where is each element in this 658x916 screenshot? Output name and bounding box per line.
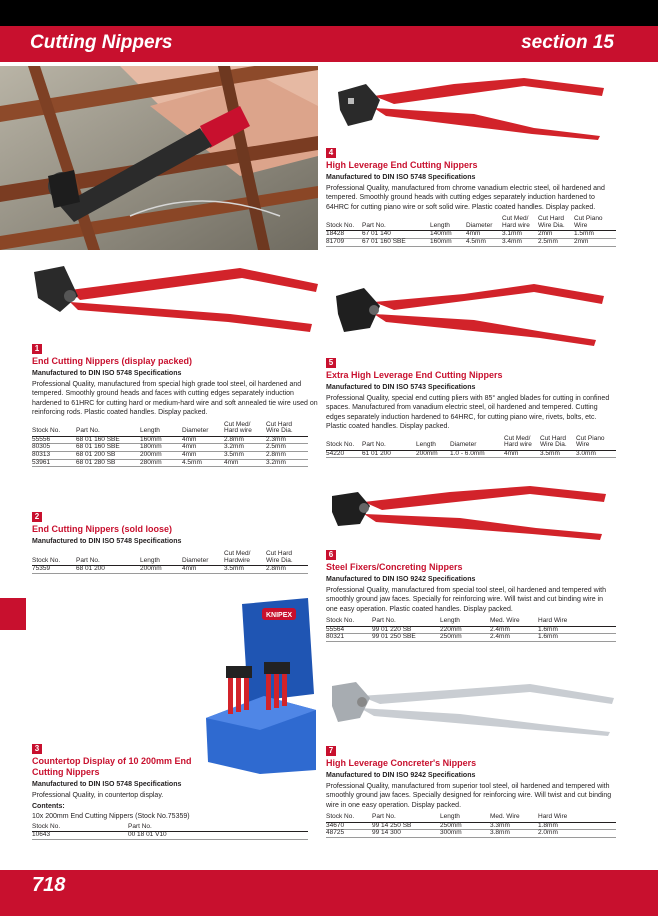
product-6	[326, 544, 616, 642]
cell: 2.3mm	[266, 436, 308, 444]
col-cut-hard: Cut Hard Wire Dia.	[540, 436, 576, 451]
product-1-image	[30, 262, 320, 334]
col-cut-hard: Cut Hard Wire Dia.	[538, 216, 574, 231]
cell: 2mm	[538, 231, 574, 239]
cell: 80313	[32, 452, 76, 460]
cell: 4mm	[182, 444, 224, 452]
col-stock: Stock No.	[326, 436, 362, 451]
product-4-spec-table	[326, 216, 616, 246]
col-length: Length	[430, 216, 466, 231]
page-number: 718	[32, 874, 66, 896]
col-hard-wire: Hard Wire	[538, 814, 616, 822]
cell: 3.4mm	[502, 239, 538, 247]
product-3-description: Professional Quality, in countertop display.	[32, 792, 164, 799]
cell: 4mm	[182, 566, 224, 574]
cell: 1.0 - 6.0mm	[450, 450, 504, 458]
cell: 3.3mm	[490, 822, 538, 830]
col-cut-med: Cut Med/ Hardwire	[224, 551, 266, 566]
cell: 68 01 160 SBE	[76, 436, 140, 444]
product-6-description: Professional Quality, manufactured from special tool steel, oil hardened and tempered with smoothly ground jaw faces. Specially for reinforcing wire. Will twist and cut binding wire in one easy operation. Plastic coated handles. Display packed.	[326, 587, 607, 613]
col-length: Length	[140, 551, 182, 566]
table-row	[326, 830, 616, 838]
product-3-number: 3	[32, 744, 42, 754]
product-5-spec-table	[326, 436, 616, 459]
col-part: Part No.	[128, 824, 308, 832]
col-stock: Stock No.	[32, 551, 76, 566]
product-6-spec-table	[326, 618, 616, 642]
cell: 220mm	[440, 626, 490, 634]
product-7-description: Professional Quality, manufactured from superior tool steel, oil hardened and tempered with smoothly ground jaw faces. Specially designed for reinforcing wire. Will twist and cut binding wire in one easy operation. Display packed.	[326, 783, 612, 809]
table-row	[32, 452, 308, 460]
col-stock: Stock No.	[326, 618, 372, 626]
col-diameter: Diameter	[182, 551, 224, 566]
cell: 80305	[32, 444, 76, 452]
cell: 250mm	[440, 634, 490, 642]
col-hard-wire: Hard Wire	[538, 618, 616, 626]
product-3-title: Countertop Display of 10 200mm End Cutting Nippers	[32, 756, 192, 777]
cell: 1.8mm	[538, 822, 616, 830]
product-1-subtitle: Manufactured to DIN ISO 5748 Specifications	[32, 370, 182, 377]
cell: 54220	[326, 450, 362, 458]
cell: 200mm	[140, 452, 182, 460]
cell: 3.2mm	[224, 444, 266, 452]
col-med-wire: Med. Wire	[490, 618, 538, 626]
cell: 68 01 160 SBE	[76, 444, 140, 452]
cell: 2.5mm	[538, 239, 574, 247]
col-part: Part No.	[372, 618, 440, 626]
cell: 99 01 250 SBE	[372, 634, 440, 642]
product-1-title: End Cutting Nippers (display packed)	[32, 356, 193, 366]
product-6-number: 6	[326, 550, 336, 560]
col-diameter: Diameter	[450, 436, 504, 451]
col-diameter: Diameter	[466, 216, 502, 231]
cell: 4.5mm	[182, 459, 224, 467]
product-5-subtitle: Manufactured to DIN ISO 5743 Specifications	[326, 384, 476, 391]
table-row	[32, 459, 308, 467]
col-stock: Stock No.	[326, 216, 362, 231]
product-4	[326, 142, 616, 247]
table-row	[32, 566, 308, 574]
cell: 4mm	[182, 452, 224, 460]
col-cut-piano: Cut Piano Wire	[576, 436, 616, 451]
col-med-wire: Med. Wire	[490, 814, 538, 822]
product-4-image	[334, 74, 620, 140]
cell: 00 18 01 V10	[128, 832, 308, 840]
cell: 99 01 220 SB	[372, 626, 440, 634]
col-stock: Stock No.	[32, 422, 76, 437]
col-cut-piano: Cut Piano Wire	[574, 216, 616, 231]
cell: 1.6mm	[538, 626, 616, 634]
cell: 68 01 200 SB	[76, 452, 140, 460]
product-2-spec-table	[32, 551, 308, 574]
cell: 61 01 200	[362, 450, 416, 458]
col-diameter: Diameter	[182, 422, 224, 437]
col-part: Part No.	[362, 216, 430, 231]
footer-bar	[0, 870, 658, 916]
product-7	[326, 740, 616, 838]
cell: 3.5mm	[540, 450, 576, 458]
product-7-title: High Leverage Concreter's Nippers	[326, 758, 477, 768]
side-tab	[0, 598, 26, 630]
cell: 280mm	[140, 459, 182, 467]
table-row	[326, 239, 616, 247]
table-row	[326, 822, 616, 830]
product-6-image	[330, 484, 620, 540]
table-row	[326, 450, 616, 458]
product-7-number: 7	[326, 746, 336, 756]
product-4-number: 4	[326, 148, 336, 158]
cell: 3.5mm	[224, 452, 266, 460]
cell: 80321	[326, 634, 372, 642]
cell: 55564	[326, 626, 372, 634]
cell: 4.5mm	[466, 239, 502, 247]
product-6-title: Steel Fixers/Concreting Nippers	[326, 562, 463, 572]
col-stock: Stock No.	[326, 814, 372, 822]
col-length: Length	[440, 618, 490, 626]
col-cut-med: Cut Med/ Hard wire	[224, 422, 266, 437]
col-part: Part No.	[76, 422, 140, 437]
product-7-subtitle: Manufactured to DIN ISO 9242 Specifications	[326, 772, 476, 779]
cell: 2.8mm	[266, 566, 308, 574]
section-label: section 15	[521, 32, 614, 53]
product-2-number: 2	[32, 512, 42, 522]
product-5-image	[334, 280, 620, 346]
col-cut-med: Cut Med/ Hard wire	[502, 216, 538, 231]
page-title: Cutting Nippers	[30, 32, 173, 53]
product-6-subtitle: Manufactured to DIN ISO 9242 Specifications	[326, 576, 476, 583]
cell: 200mm	[416, 450, 450, 458]
product-5-number: 5	[326, 358, 336, 368]
product-2-subtitle: Manufactured to DIN ISO 5748 Specifications	[32, 538, 182, 545]
product-7-spec-table	[326, 814, 616, 838]
cell: 3.2mm	[266, 459, 308, 467]
cell: 180mm	[140, 444, 182, 452]
cell: 3.0mm	[576, 450, 616, 458]
cell: 3.8mm	[490, 830, 538, 838]
table-row	[326, 634, 616, 642]
product-2	[32, 506, 318, 574]
cell: 4mm	[466, 231, 502, 239]
cell: 2.0mm	[538, 830, 616, 838]
cell: 1.6mm	[538, 634, 616, 642]
col-cut-hard: Cut Hard Wire Dia.	[266, 551, 308, 566]
col-part: Part No.	[372, 814, 440, 822]
cell: 75359	[32, 566, 76, 574]
hero-photo	[0, 66, 318, 250]
cell: 99 14 300	[372, 830, 440, 838]
cell: 160mm	[140, 436, 182, 444]
product-3-contents: 10x 200mm End Cutting Nippers (Stock No.75359)	[32, 813, 190, 821]
product-5-description: Professional Quality, special end cutting pliers with 85° angled blades for cutting in confined spaces. Manufactured from vanadium electric steel, oil hardened and tempered. Cutting edges separately induction hardened to 64HRC, for cutting piano wire, rivets, bolts, etc. Plastic coated handles. Display packed.	[326, 395, 610, 431]
cell: 18428	[326, 231, 362, 239]
display-brand: KNIPEX	[265, 612, 293, 619]
product-1-description: Professional Quality, manufactured from special high grade tool steel, oil hardened and tempered. Smoothly ground heads and faces with cutting edges separately induction hardened to 61HRC for cutting hard or medium-hard wire and soft annealed tie wire used on reinforcing rods. Plastic coated handles. Display packed.	[32, 381, 318, 417]
cell: 3.5mm	[224, 566, 266, 574]
cell: 4mm	[182, 436, 224, 444]
product-2-title: End Cutting Nippers (sold loose)	[32, 524, 172, 534]
product-4-title: High Leverage End Cutting Nippers	[326, 160, 478, 170]
cell: 67 01 160 SBE	[362, 239, 430, 247]
col-part: Part No.	[76, 551, 140, 566]
cell: 34670	[326, 822, 372, 830]
product-1-spec-table	[32, 422, 308, 468]
cell: 68 01 280 SB	[76, 459, 140, 467]
cell: 67 01 140	[362, 231, 430, 239]
cell: 3.1mm	[502, 231, 538, 239]
cell: 160mm	[430, 239, 466, 247]
cell: 2.5mm	[266, 444, 308, 452]
product-3-image	[204, 598, 318, 774]
cell: 10643	[32, 832, 128, 840]
cell: 1.5mm	[574, 231, 616, 239]
product-3-spec-table	[32, 824, 308, 840]
cell: 53961	[32, 459, 76, 467]
product-5	[326, 352, 616, 458]
product-1-number: 1	[32, 344, 42, 354]
col-length: Length	[140, 422, 182, 437]
col-stock: Stock No.	[32, 824, 128, 832]
cell: 4mm	[224, 459, 266, 467]
product-4-description: Professional Quality, manufactured from chrome vanadium electric steel, oil hardened and tempered. Smoothly ground heads with cutting edges separately induction hardened to 64HRC for cutting piano wire or soft solid wire. Plastic coated handles. Display packed.	[326, 185, 605, 211]
col-length: Length	[440, 814, 490, 822]
cell: 140mm	[430, 231, 466, 239]
table-row	[326, 626, 616, 634]
cell: 300mm	[440, 830, 490, 838]
col-cut-med: Cut Med/ Hard wire	[504, 436, 540, 451]
product-1	[32, 338, 318, 467]
product-3-contents-label: Contents:	[32, 803, 65, 811]
cell: 2.4mm	[490, 634, 538, 642]
cell: 4mm	[504, 450, 540, 458]
cell: 2.4mm	[490, 626, 538, 634]
cell: 99 14 250 SB	[372, 822, 440, 830]
cell: 2mm	[574, 239, 616, 247]
product-3	[32, 738, 212, 840]
cell: 48725	[326, 830, 372, 838]
product-4-subtitle: Manufactured to DIN ISO 5748 Specifications	[326, 174, 476, 181]
cell: 200mm	[140, 566, 182, 574]
col-length: Length	[416, 436, 450, 451]
col-part: Part No.	[362, 436, 416, 451]
product-5-title: Extra High Leverage End Cutting Nippers	[326, 370, 503, 380]
cell: 55556	[32, 436, 76, 444]
col-cut-hard: Cut Hard Wire Dia.	[266, 422, 308, 437]
cell: 2.8mm	[266, 452, 308, 460]
table-row	[32, 832, 308, 840]
cell: 68 01 200	[76, 566, 140, 574]
cell: 2.8mm	[224, 436, 266, 444]
cell: 250mm	[440, 822, 490, 830]
product-3-subtitle: Manufactured to DIN ISO 5748 Specifications	[32, 781, 182, 788]
cell: 81709	[326, 239, 362, 247]
product-7-image	[330, 676, 620, 736]
